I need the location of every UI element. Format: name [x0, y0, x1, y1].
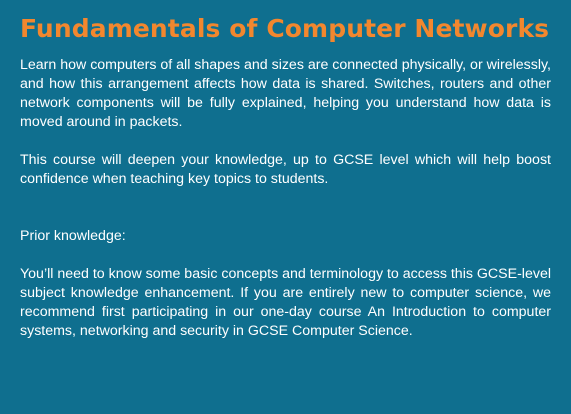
page-title: Fundamentals of Computer Networks — [20, 14, 550, 43]
prior-knowledge-paragraph: You’ll need to know some basic concepts and terminology to access this GCSE-level subject knowledge enhancement. If you are entirely new to computer science, we recommend first participating in our one-day course An Introduction to computer systems, networking and security in GCSE Computer Science. — [20, 266, 551, 339]
intro-paragraph: Learn how computers of all shapes and sizes are connected physically, or wirelessly, and how this arrangement affects how data is shared. Switches, routers and other network components will be fully explained, helping you understand how data is moved around in packets. — [20, 57, 551, 130]
paragraph-spacer — [20, 189, 551, 227]
prior-knowledge-heading: Prior knowledge: — [20, 228, 126, 244]
paragraph-spacer — [20, 132, 551, 151]
paragraph-spacer — [20, 246, 551, 265]
course-level-paragraph: This course will deepen your knowledge, up to GCSE level which will help boost confidence when teaching key topics to students. — [20, 152, 551, 187]
